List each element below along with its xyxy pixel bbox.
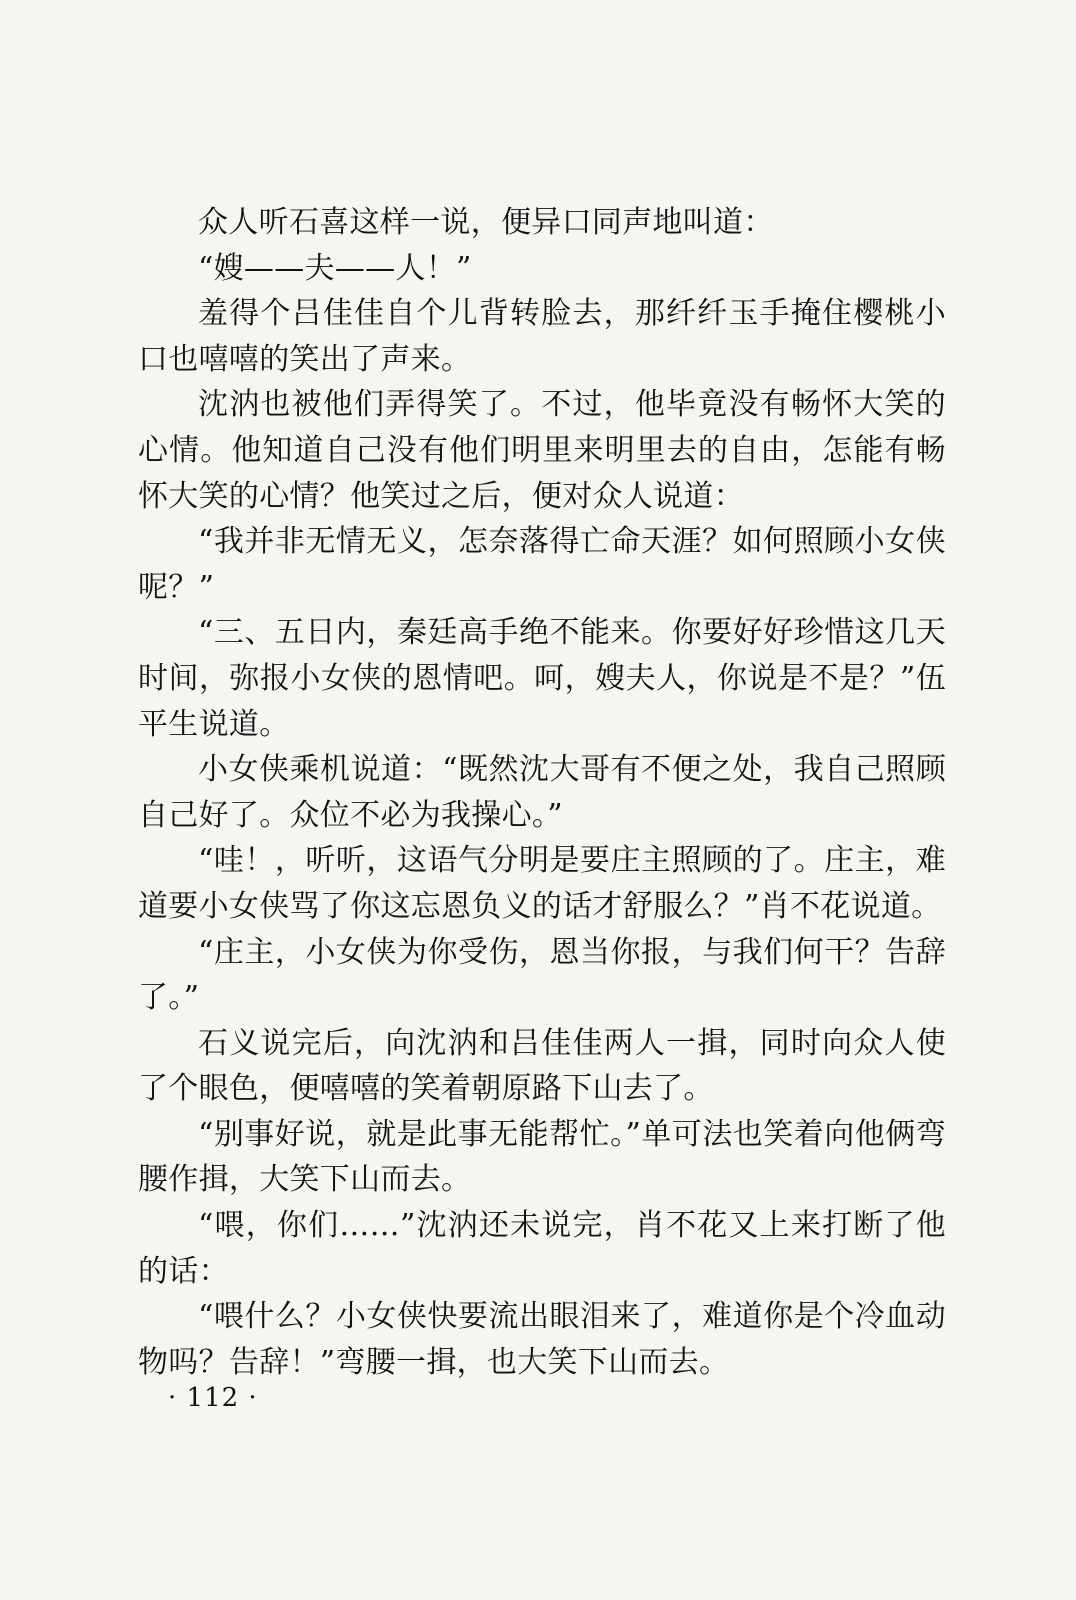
paragraph: 众人听石喜这样一说，便异口同声地叫道： (198, 205, 774, 240)
body-text (138, 200, 946, 1385)
paragraph: “喂什么？小女侠快要流出眼泪来了，难道你是个冷血动物吗？告辞！”弯腰一揖，也大笑下山而去。 (138, 1299, 946, 1380)
paragraph: 石义说完后，向沈汭和吕佳佳两人一揖，同时向众人使了个眼色，便嘻嘻的笑着朝原路下山去了。 (138, 1025, 946, 1107)
page-number: · 112 · (168, 1383, 258, 1413)
paragraph: “三、五日内，秦廷高手绝不能来。你要好好珍惜这几天时间，弥报小女侠的恩情吧。呵，嫂夫人，你说是不是？”伍平生说道。 (138, 615, 946, 742)
paragraph: “我并非无情无义，怎奈落得亡命天涯？如何照顾小女侠呢？” (138, 524, 946, 605)
paragraph: “喂，你们……”沈汭还未说完，肖不花又上来打断了他的话： (138, 1208, 946, 1289)
paragraph: “别事好说，就是此事无能帮忙。”单可法也笑着向他俩弯腰作揖，大笑下山而去。 (138, 1116, 946, 1198)
paragraph: 小女侠乘机说道：“既然沈大哥有不便之处，我自己照顾自己好了。众位不必为我操心。” (138, 752, 946, 833)
paragraph: 沈汭也被他们弄得笑了。不过，他毕竟没有畅怀大笑的心情。他知道自己没有他们明里来明里去的自由，怎能有畅怀大笑的心情？他笑过之后，便对众人说道： (138, 387, 946, 514)
paragraph: “嫂——夫——人！” (198, 250, 472, 286)
paragraph: “庄主，小女侠为你受伤，恩当你报，与我们何干？告辞了。” (138, 934, 946, 1016)
paragraph: “哇！，听听，这语气分明是要庄主照顾的了。庄主，难道要小女侠骂了你这忘恩负义的话才舒服么？”肖不花说道。 (138, 843, 946, 924)
paragraph: 羞得个吕佳佳自个儿背转脸去，那纤纤玉手掩住樱桃小口也嘻嘻的笑出了声来。 (138, 296, 946, 377)
